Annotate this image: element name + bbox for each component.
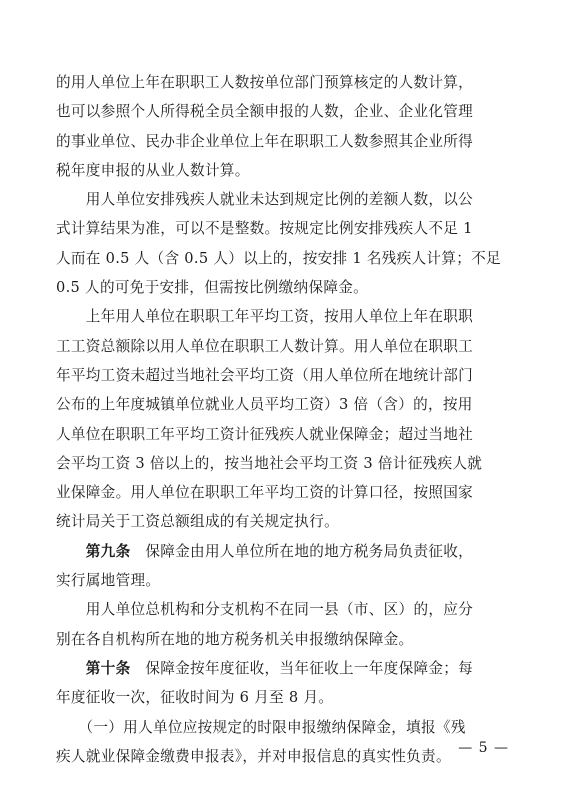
text-line: 疾人就业保障金缴费申报表》，并对申报信息的真实性负责。 bbox=[56, 747, 451, 765]
text-line: 业保障金。用人单位在职职工年平均工资的计算口径，按照国家 bbox=[56, 484, 474, 502]
article-10-heading: 第十条 bbox=[56, 659, 131, 677]
text-line: 实行属地管理。 bbox=[56, 572, 161, 590]
text-line: 税年度申报的从业人数计算。 bbox=[56, 161, 250, 179]
text-line: 也可以参照个人所得税全员全额申报的人数，企业、企业化管理 bbox=[56, 103, 474, 121]
text-line: 工工资总额除以用人单位在职职工人数计算。用人单位在职职工 bbox=[56, 337, 474, 355]
text-line: 年度征收一次，征收时间为 6 月至 8 月。 bbox=[56, 689, 334, 707]
body-text bbox=[56, 68, 516, 771]
text-line: 统计局关于工资总额组成的有关规定执行。 bbox=[56, 513, 339, 531]
text-line: （一）用人单位应按规定的时限申报缴纳保障金，填报《残 bbox=[56, 718, 466, 736]
text-line: 用人单位安排残疾人就业未达到规定比例的差额人数，以公 bbox=[56, 191, 474, 209]
text-line: 公布的上年度城镇单位就业人员平均工资）3 倍（含）的，按用 bbox=[56, 396, 473, 414]
text-line: 别在各自机构所在地的地方税务机关申报缴纳保障金。 bbox=[56, 630, 414, 648]
text-line: 0.5 人的可免于安排，但需按比例缴纳保障金。 bbox=[56, 279, 369, 297]
text-line: 会平均工资 3 倍以上的，按当地社会平均工资 3 倍计征残疾人就 bbox=[56, 454, 483, 472]
text-line: 年平均工资未超过当地社会平均工资（用人单位所在地统计部门 bbox=[56, 366, 474, 384]
page-number: — 5 — bbox=[458, 740, 509, 756]
text-line: 的用人单位上年在职职工人数按单位部门预算核定的人数计算， bbox=[56, 74, 474, 91]
text-line: 用人单位总机构和分支机构不在同一县（市、区）的，应分 bbox=[56, 601, 474, 619]
article-9-heading: 第九条 bbox=[56, 542, 131, 560]
text-line: 的事业单位、民办非企业单位上年在职职工人数参照其企业所得 bbox=[56, 132, 474, 150]
article-9-line: 第九条 保障金由用人单位所在地的地方税务局负责征收， bbox=[56, 542, 474, 560]
text-line: 人而在 0.5 人（含 0.5 人）以上的，按安排 1 名残疾人计算；不足 bbox=[56, 249, 501, 267]
text-line: 式计算结果为准，可以不是整数。按规定比例安排残疾人不足 1 bbox=[56, 220, 473, 238]
article-10-line: 第十条 保障金按年度征收，当年征收上一年度保障金；每 bbox=[56, 659, 474, 677]
text-line: 上年用人单位在职职工年平均工资，按用人单位上年在职职 bbox=[56, 308, 474, 326]
text-line: 人单位在职职工年平均工资计征残疾人就业保障金；超过当地社 bbox=[56, 425, 474, 443]
